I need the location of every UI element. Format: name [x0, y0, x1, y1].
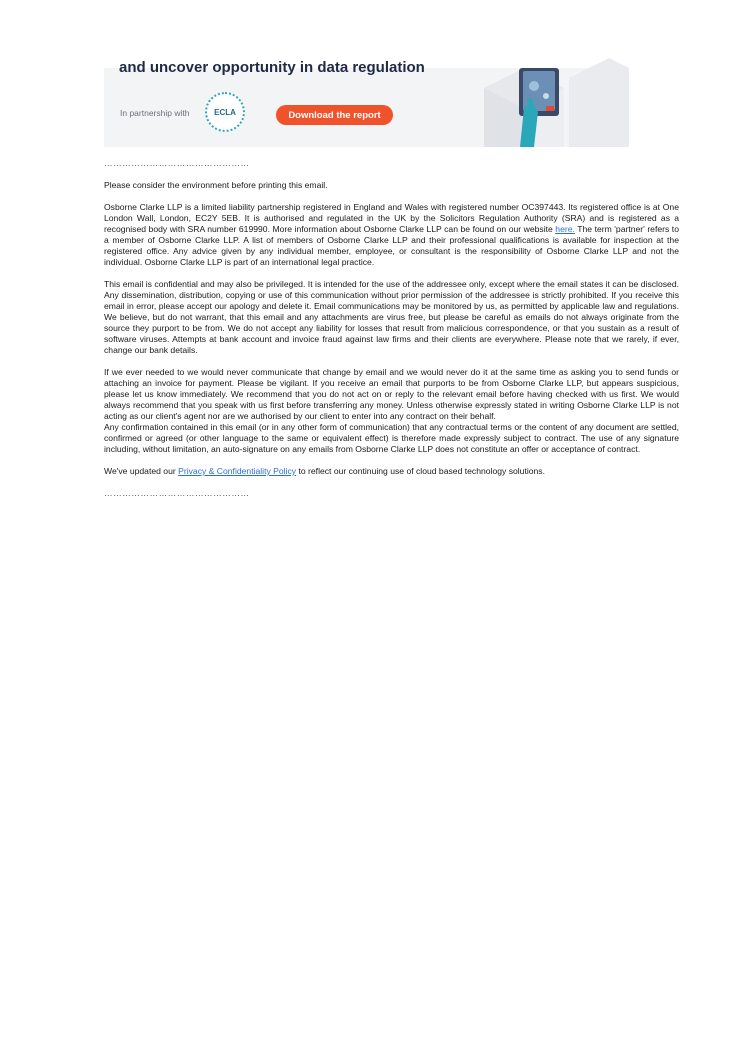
- environment-note: Please consider the environment before printing this email.: [104, 180, 328, 190]
- website-link[interactable]: here.: [555, 224, 575, 234]
- robot-illustration: [484, 68, 629, 147]
- partner-label: In partnership with: [120, 108, 190, 118]
- separator-top: …………………………………………: [104, 158, 250, 168]
- promo-banner[interactable]: [104, 59, 629, 147]
- fraud-paragraph: If we ever needed to we would never communicate that change by email and we would never do it at the same time as asking you to send funds or attaching an invoice for payment. Please be vigilant. If you receive an email that purports to be from Osborne Clarke LLP, but appears suspicious, please let us know immediately. We recommend that you do not act on or reply to the relevant email before having checked with us first. We would always recommend that you speak with us first before transferring any money. Unless otherwise expressly stated in writing Osborne Clarke LLP is not acting as our client's agent nor are we authorised by our client to enter into any contract on their behalf.: [104, 367, 679, 421]
- legal-paragraph: [104, 202, 679, 268]
- privacy-paragraph: [104, 466, 679, 477]
- ecla-logo: [205, 92, 245, 132]
- ecla-logo-text: ECLA: [214, 107, 236, 117]
- legal-text-before: Osborne Clarke LLP is a limited liability partnership registered in England and Wales with registered number OC397443. Its registered office is at One London Wall, London, EC2Y 5EB. It is authorised and regulated in the UK by the Solicitors Regulation Authority (SRA) and is registered as a recognised body with SRA number 619990. More information about Osborne Clarke LLP can be found on our website: [104, 202, 679, 234]
- privacy-text-after: to reflect our continuing use of cloud based technology solutions.: [296, 466, 545, 476]
- privacy-policy-link[interactable]: Privacy & Confidentiality Policy: [178, 466, 297, 476]
- privacy-text-before: We've updated our: [104, 466, 179, 476]
- email-footer: [104, 158, 679, 510]
- banner-headline: and uncover opportunity in data regulation: [119, 59, 425, 76]
- confidentiality-paragraph: This email is confidential and may also be privileged. It is intended for the use of the addressee only, except where the email states it can be disclosed. Any dissemination, distribution, copying or use of this communication without prior permission of the addressee is strictly prohibited. If you receive this email in error, please accept our apology and delete it. Email communications may be monitored by us, as permitted by applicable law and regulations. We believe, but do not warrant, that this email and any attachments are virus free, but please be careful as emails do not always originate from the source they purport to be from. We do not accept any liability for losses that result from malicious correspondence, or that you sustain as a result of software viruses. Attempts at bank account and invoice fraud against law firms and their clients are everywhere. Please note that we rarely, if ever, change our bank details.: [104, 279, 679, 355]
- legal-text-after: The term 'partner' refers to a member of Osborne Clarke LLP. A list of members of Osborne Clarke LLP and their professional qualifications is available for inspection at the registered office. Any advice given by any individual member, employee, or consultant is the responsibility of Osborne Clarke LLP and not the individual. Osborne Clarke LLP is part of an international legal practice.: [104, 224, 679, 267]
- separator-bottom: …………………………………………: [104, 488, 250, 498]
- download-report-button[interactable]: Download the report: [276, 105, 393, 125]
- contract-paragraph: Any confirmation contained in this email (or in any other form of communication) that any contractual terms or the content of any document are settled, confirmed or agreed (or other language to the same or equivalent effect) is therefore made expressly subject to contract. The use of any signature including, without limitation, an auto-signature on any emails from Osborne Clarke LLP does not constitute an offer or acceptance of contract.: [104, 422, 679, 454]
